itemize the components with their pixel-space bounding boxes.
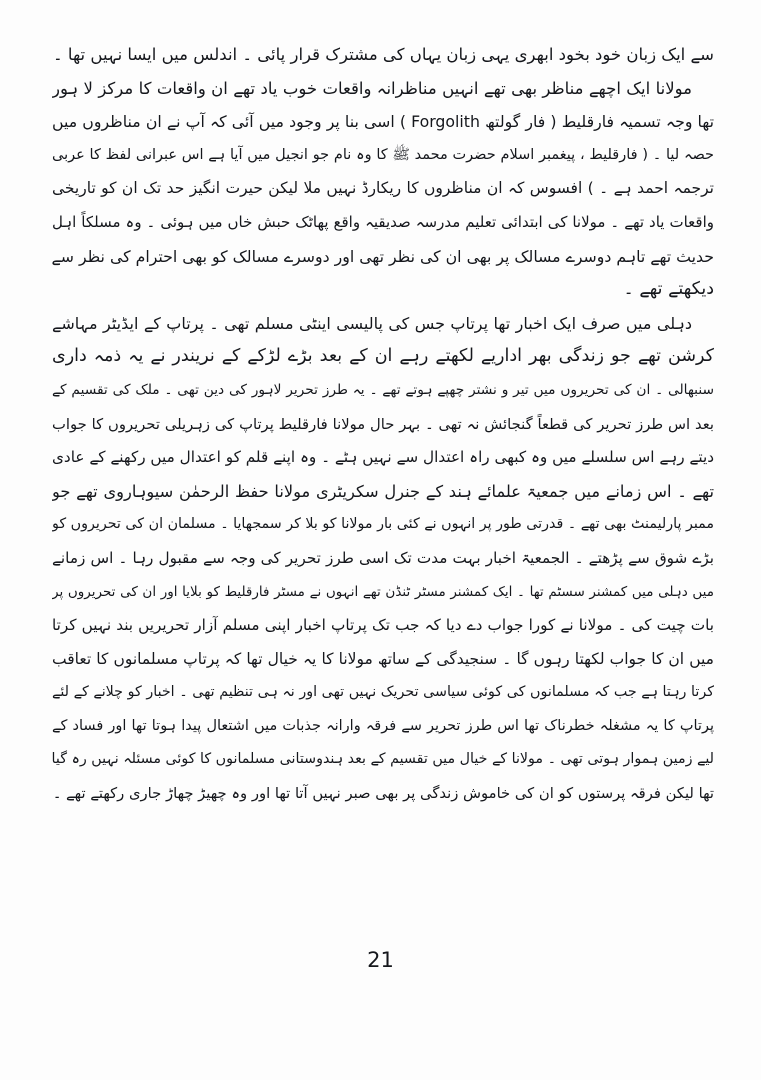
text-line: کرشن تھے جو زندگی بھر اداریے لکھتے رہے ان کے بعد بڑے لڑکے کے نریندر نے یہ ذمہ داری	[52, 346, 714, 367]
text-line: سے ایک زبان خود بخود ابھری یہی زبان یہاں کی مشترک قرار پائی ۔ اندلس میں ایسا نہیں تھا ۔	[53, 45, 714, 64]
text-line: بات چیت کی ۔ مولانا نے کورا جواب دے دیا کہ جب تک پرتاپ اخبار اپنی مسلم آزار تحریریں بند نہیں کرتا	[52, 616, 714, 635]
text-line: کرتا رہتا ہے جب کہ مسلمانوں کی کوئی سیاسی تحریک نہیں تھی اور نہ ہی تنظیم تھی ۔ اخبار کو چلانے کے لئے	[52, 684, 714, 701]
text-line: مولانا ایک اچھے مناظر بھی تھے انہیں مناظرانہ واقعات خوب یاد تھے ان واقعات کا مرکز لا ہور	[52, 78, 692, 98]
text-line: میں دہلی میں کمشنر سسٹم تھا ۔ ایک کمشنر مسٹر ٹنڈن تھے انہوں نے مسٹر فارقلیط کو بلایا اور ان کی تحریروں پر	[52, 583, 714, 600]
text-line: ممبر پارلیمنٹ بھی تھے ۔ قدرتی طور پر انہوں نے کئی بار مولانا کو بلا کر سمجھایا ۔ مسلمان ان کی تحریروں کو	[52, 516, 714, 533]
text-line: تھے ۔ اس زمانے میں جمعیۃ علمائے ہند کے جنرل سکریٹری مولانا حفظ الرحمٰن سیوہاروی تھے جو	[52, 481, 714, 501]
text-line: بعد اس طرز تحریر کی قطعاً گنجائش نہ تھی ۔ بہر حال مولانا فارقلیط پرتاپ کی زہریلی تحریروں کا جواب	[52, 415, 714, 433]
text-line: میں ان کا جواب لکھتا رہوں گا ۔ سنجیدگی کے ساتھ مولانا کا یہ خیال تھا کہ پرتاپ مسلمانوں کا تعاقب	[52, 649, 714, 668]
text-line: سنبھالی ۔ ان کی تحریروں میں تیر و نشتر چھپے ہوتے تھے ۔ یہ طرز تحریر لاہور کی دین تھی ۔ ملک کی تقسیم کے	[52, 381, 714, 398]
text-line: ترجمہ احمد ہے ۔ ) افسوس کہ ان مناظروں کا ریکارڈ نہیں ملا لیکن حیرت انگیز حد تک ان کو تاریخی	[52, 179, 714, 198]
text-line: دہلی میں صرف ایک اخبار تھا پرتاپ جس کی پالیسی اینٹی مسلم تھی ۔ پرتاپ کے ایڈیٹر مہاشے	[52, 313, 692, 333]
text-line: پرتاپ کا یہ مشغلہ خطرناک تھا اس طرز تحریر سے فرقہ وارانہ جذبات میں اشتعال پیدا ہوتا تھا اور فساد کے	[52, 717, 714, 734]
page-number: 21	[367, 948, 394, 972]
text-line: بڑے شوق سے پڑھتے ۔ الجمعیۃ اخبار بہت مدت تک اسی طرز تحریر کی وجہ سے مقبول رہا ۔ اس زمانے	[52, 548, 714, 567]
text-line: لیے زمین ہموار ہوتی تھی ۔ مولانا کے خیال میں تقسیم کے بعد ہندوستانی مسلمانوں کا کوئی مسئلہ نہیں رہ گیا	[52, 751, 714, 768]
text-line: تھا وجہ تسمیہ فارقلیط ( فار گولتھ Forgolith ) اسی بنا پر وجود میں آئی کہ آپ نے ان مناظروں میں	[52, 112, 714, 132]
text-line: واقعات یاد تھے ۔ مولانا کی ابتدائی تعلیم مدرسہ صدیقیہ واقع پھاٹک حبش خاں میں ہوئی ۔ وہ مسلکاً اہل	[52, 212, 714, 231]
text-line: حصہ لیا ۔ ( فارقلیط ، پیغمبر اسلام حضرت محمد ﷺ کا وہ نام جو انجیل میں آیا ہے اس عبرانی لفظ کا عربی	[52, 146, 714, 163]
text-line: دیکھتے تھے ۔	[623, 279, 714, 300]
body-text	[52, 38, 714, 811]
text-line: حدیث تھے تاہم دوسرے مسالک پر بھی ان کی نظر تھی اور دوسرے مسالک کو بھی احترام کی نظر سے	[52, 246, 714, 266]
text-line: تھا لیکن فرقہ پرستوں کو ان کی خاموش زندگی پر بھی صبر نہیں آتا تھا اور وہ چھیڑ چھاڑ جاری رکھتے تھے ۔	[52, 785, 714, 803]
text-line: دیتے رہے اس سلسلے میں وہ کبھی راہ اعتدال سے نہیں ہٹے ۔ وہ اپنے قلم کو اعتدال میں رکھنے کے عادی	[52, 448, 714, 467]
